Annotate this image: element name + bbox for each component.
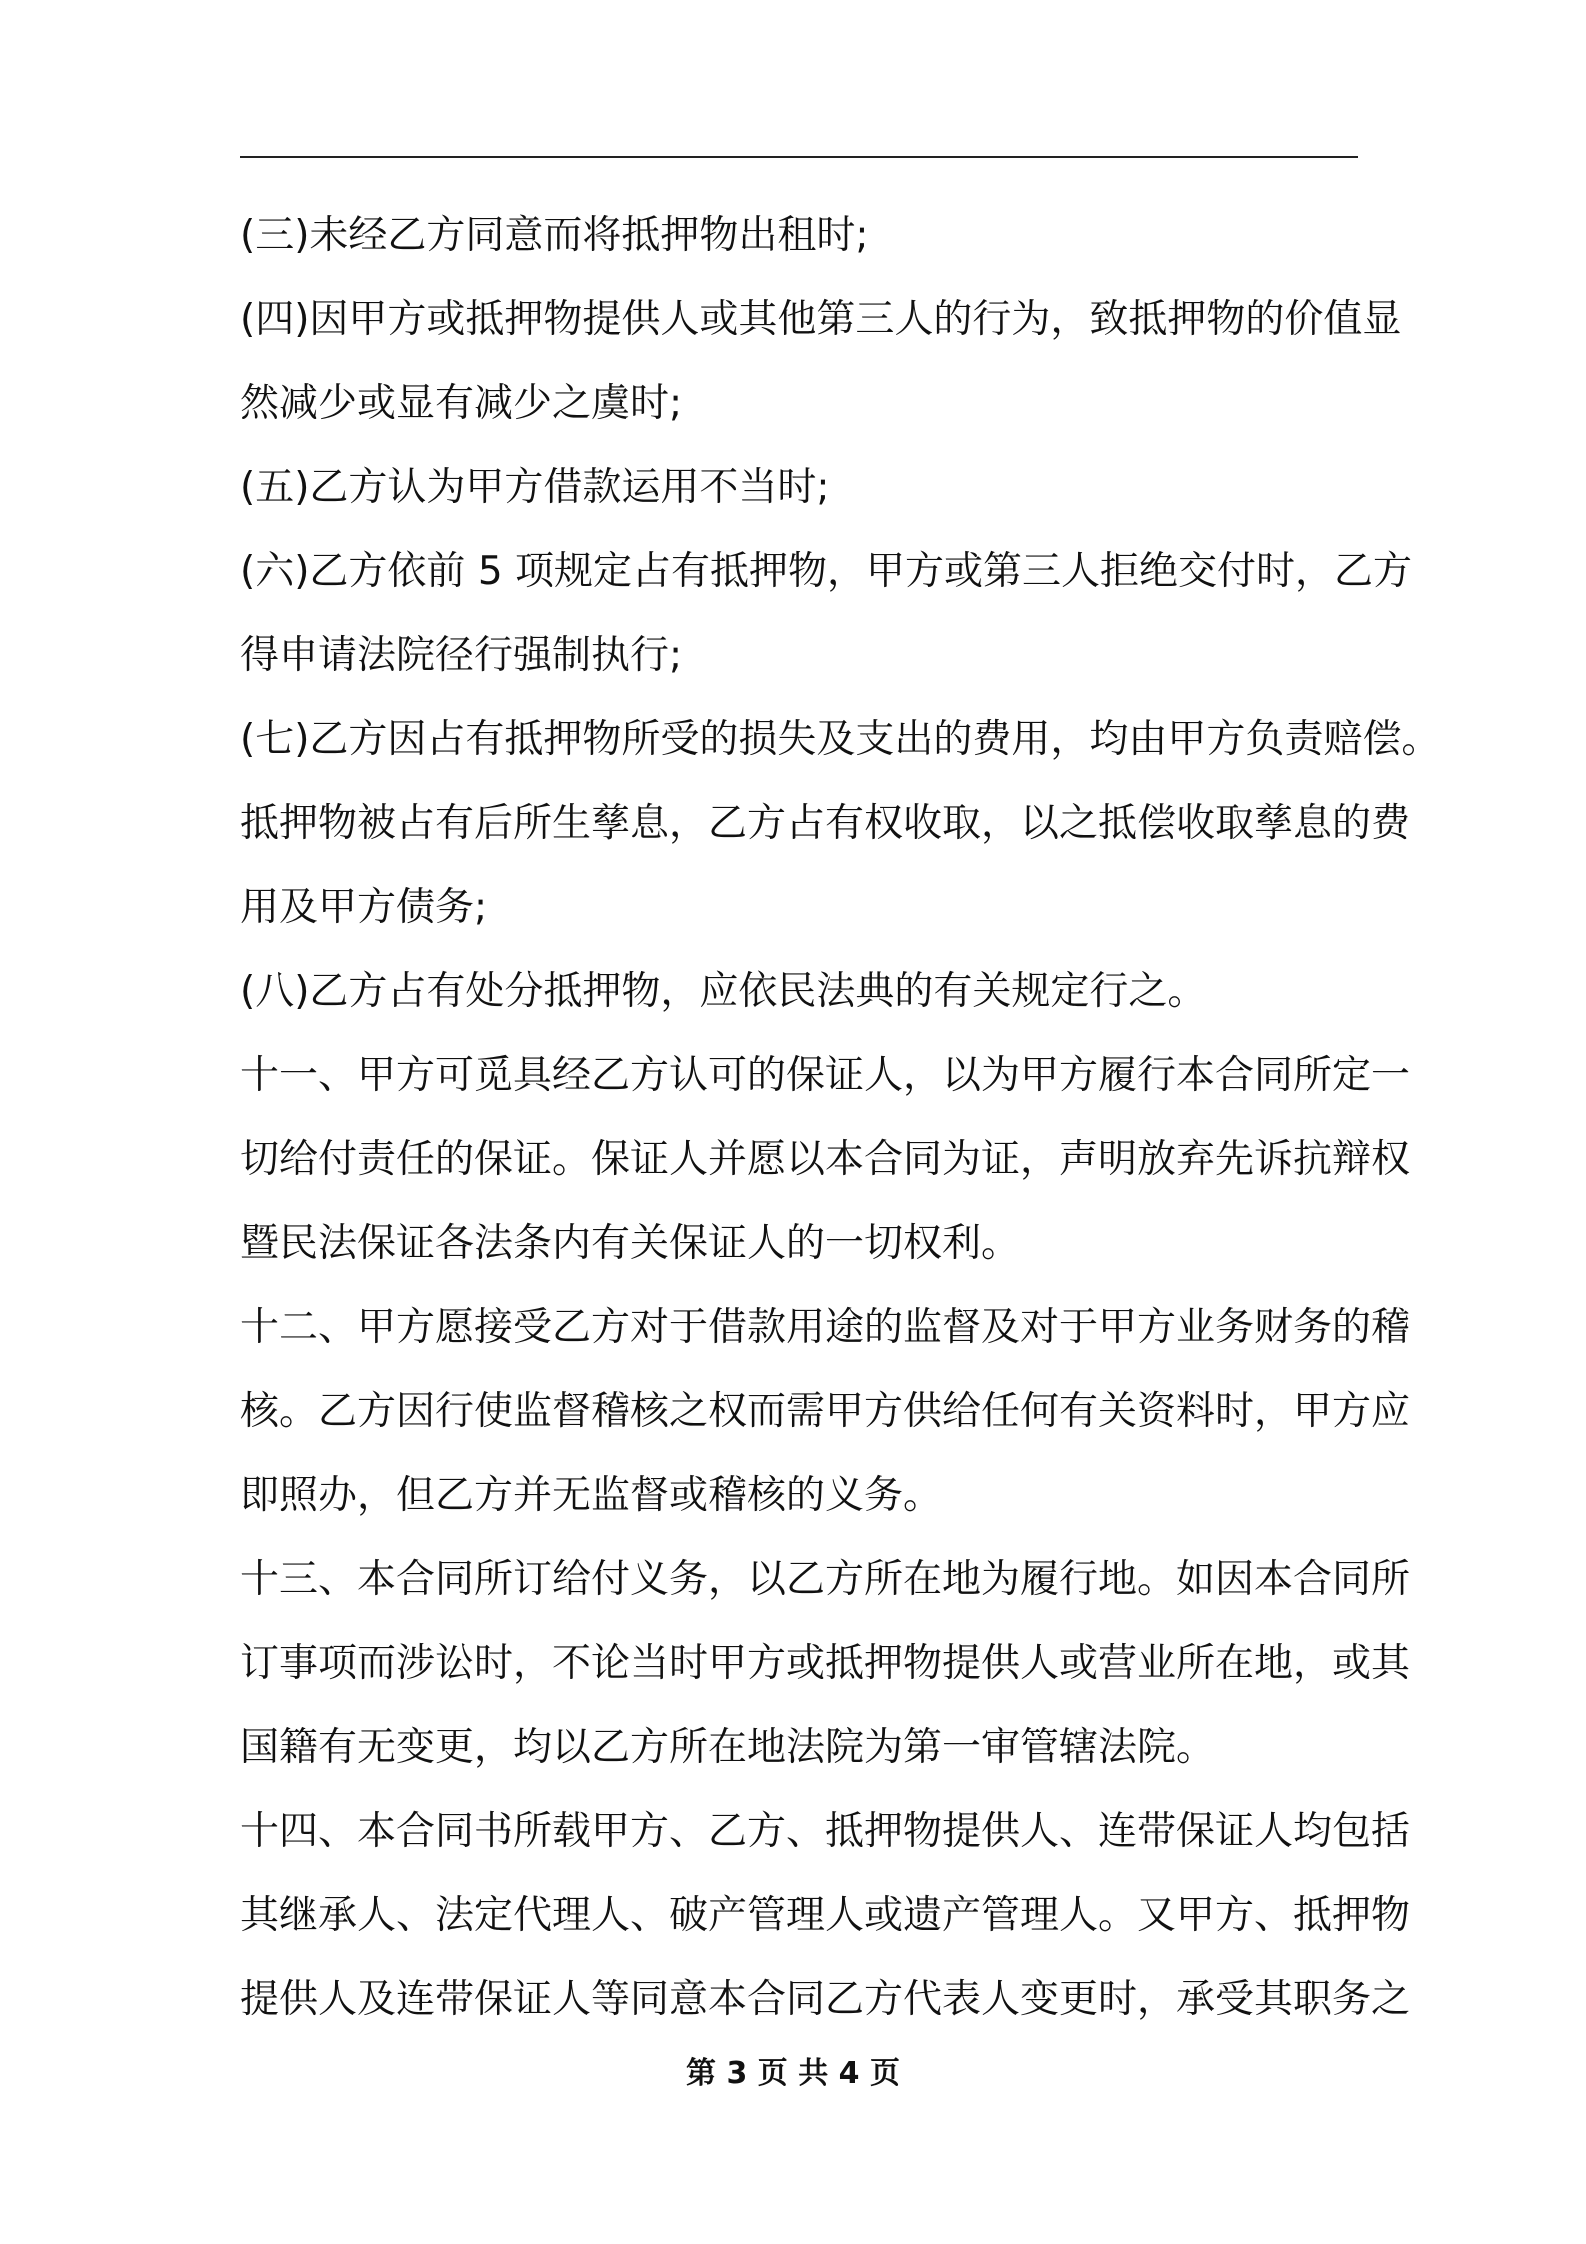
text-line: 十三、本合同所订给付义务，以乙方所在地为履行地。如因本合同所 [240,1557,1411,1602]
text-line: 十二、甲方愿接受乙方对于借款用途的监督及对于甲方业务财务的稽 [240,1305,1411,1350]
header-rule [240,156,1358,158]
text-line: (六)乙方依前 5 项规定占有抵押物，甲方或第三人拒绝交付时，乙方 [240,549,1413,594]
text-line: 暨民法保证各法条内有关保证人的一切权利。 [240,1221,1021,1266]
text-line: 提供人及连带保证人等同意本合同乙方代表人变更时，承受其职务之 [240,1977,1411,2022]
text-line: 国籍有无变更，均以乙方所在地法院为第一审管辖法院。 [240,1725,1216,1770]
text-line: (三)未经乙方同意而将抵押物出租时; [240,213,869,258]
text-line: 用及甲方债务; [240,885,488,930]
text-line: 十四、本合同书所载甲方、乙方、抵押物提供人、连带保证人均包括 [240,1809,1411,1854]
text-line: 即照办，但乙方并无监督或稽核的义务。 [240,1473,943,1518]
text-line: 核。乙方因行使监督稽核之权而需甲方供给任何有关资料时，甲方应 [240,1389,1411,1434]
text-line: 订事项而涉讼时，不论当时甲方或抵押物提供人或营业所在地，或其 [240,1641,1411,1686]
page-number: 第 3 页 共 4 页 [686,2056,900,2091]
text-line: 抵押物被占有后所生孳息，乙方占有权收取，以之抵偿收取孳息的费 [240,801,1411,846]
document-body [240,194,1441,2042]
text-line: 得申请法院径行强制执行; [240,633,683,678]
text-line: (七)乙方因占有抵押物所受的损失及支出的费用，均由甲方负责赔偿。 [240,717,1441,762]
text-line: (八)乙方占有处分抵押物，应依民法典的有关规定行之。 [240,969,1207,1014]
text-line: 十一、甲方可觅具经乙方认可的保证人，以为甲方履行本合同所定一 [240,1053,1411,1098]
text-line: 切给付责任的保证。保证人并愿以本合同为证，声明放弃先诉抗辩权 [240,1137,1411,1182]
text-line: 其继承人、法定代理人、破产管理人或遗产管理人。又甲方、抵押物 [240,1893,1411,1938]
text-line: (五)乙方认为甲方借款运用不当时; [240,465,830,510]
text-line: (四)因甲方或抵押物提供人或其他第三人的行为，致抵押物的价值显 [240,297,1402,342]
text-line: 然减少或显有减少之虞时; [240,381,683,426]
